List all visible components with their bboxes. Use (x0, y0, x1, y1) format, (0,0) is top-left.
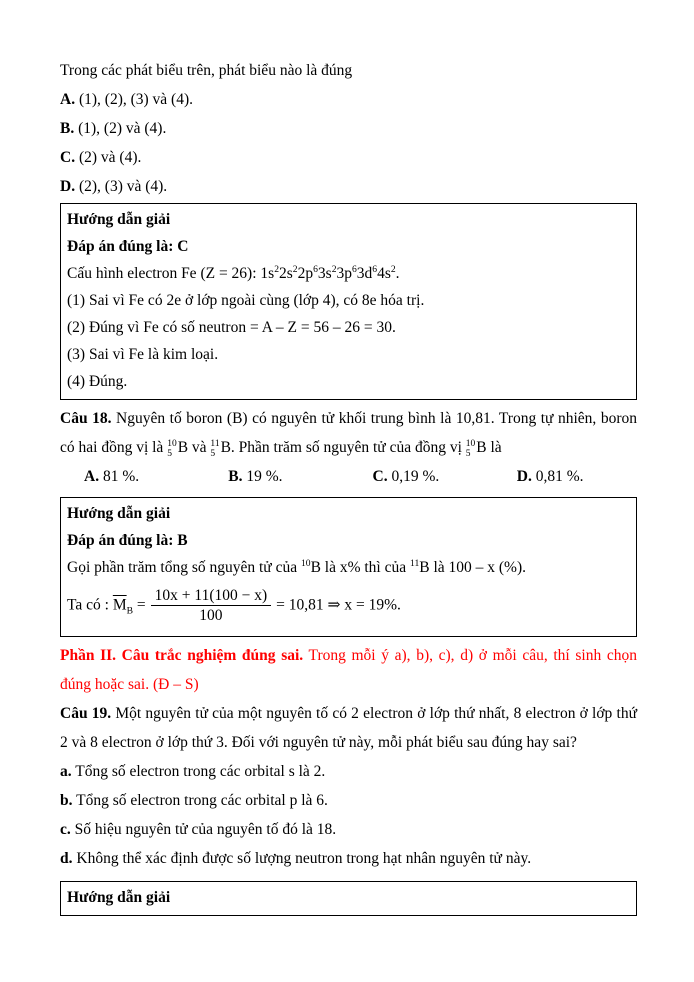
config-segment: $4s^2$ (377, 263, 396, 282)
config-segment: $1s^2$ (260, 263, 279, 282)
q18-label: Câu 18. (60, 410, 112, 427)
config-prefix: Cấu hình electron Fe (Z = 26): (67, 265, 261, 282)
mean-mass-symbol: $\overline{M}$ (112, 596, 127, 614)
q18-text: Câu 18. Nguyên tố boron (B) có nguyên tử khối trung bình là 10,81. Trong tự nhiên, boron có hai đồng vị là 10 5 B và 11 5 B. Phần trăm số nguyên tử của đồng vị 10 5 B là (60, 410, 637, 459)
q18-option-b: B. 19 %. (228, 468, 283, 485)
q17-prompt: Trong các phát biểu trên, phát biểu nào là đúng (60, 62, 353, 79)
q17-option-c-text: (2) và (4). (75, 149, 142, 166)
solution-line-2: (2) Đúng vì Fe có số neutron = A – Z = 56 – 26 = 30. (67, 319, 396, 336)
part2-instruction: Trong mỗi ý a), b), c), d) ở mỗi câu, thí sinh chọn đúng hoặc sai. (Đ – S) (60, 646, 637, 693)
q19-statement-a: a. Tổng số electron trong các orbital s là 2. (60, 762, 326, 780)
formula-line: Ta có : $\overline{M}_B$ = $\frac{10x + 11(100 - x)}{100}$ = 10,81 ⇒ x = 19%. (67, 587, 401, 625)
q19-statement-b: b. Tổng số electron trong các orbital p là 6. (60, 791, 328, 809)
isotope-10-5: 10 5 (465, 438, 476, 459)
q17-option-b-label: B. (60, 120, 75, 137)
isotope-symbol: B (476, 439, 487, 456)
q18-option-d: D. 0,81 %. (516, 468, 584, 485)
solution-line-1: (1) Sai vì Fe có 2e ở lớp ngoài cùng (lớp 4), có 8e hóa trị. (67, 292, 425, 309)
q18-option-c: C. 0,19 %. (372, 468, 440, 485)
config-segment: $2p^6$ (297, 263, 318, 282)
config-segment: $3s^2$ (317, 263, 337, 282)
solution-line-3: (3) Sai vì Fe là kim loại. (67, 346, 219, 363)
part2-heading (60, 641, 637, 699)
fraction: $\frac{10x + 11(100 - x)}{100}$ (151, 586, 271, 626)
q19-text: Câu 19. Một nguyên tử của một nguyên tố có 2 electron ở lớp thứ nhất, 8 electron ở lớp thứ 2 và 8 electron ở lớp thứ 3. Đối với nguyên tử này, mỗi phát biểu sau đúng hay sai? (60, 704, 637, 751)
solution-line-4: (4) Đúng. (67, 373, 128, 390)
q18-options-row (60, 462, 637, 491)
isotope-10-5: 10 5 (167, 438, 177, 459)
correct-answer: Đáp án đúng là: C (67, 238, 189, 255)
q17-option-b (60, 114, 637, 143)
isotope-11-5: 11 5 (210, 438, 220, 459)
electron-config-line (67, 260, 628, 287)
solution-box-q17 (60, 203, 637, 400)
q19-statement-c: c. Số hiệu nguyên tử của nguyên tố đó là 18. (60, 820, 337, 838)
solution-heading: Hướng dẫn giải (67, 505, 171, 522)
solution-line: Gọi phần trăm tổng số nguyên tử của $^{10}$B là x% thì của $^{11}$B là 100 – x (%). (67, 557, 527, 576)
q19-statement-d: d. Không thể xác định được số lượng neutron trong hạt nhân nguyên tử này. (60, 849, 532, 867)
q17-option-d (60, 172, 637, 201)
q17-option-b-text: (1), (2) và (4). (74, 120, 167, 137)
isotope-symbol: B (220, 439, 231, 456)
solution-heading: Hướng dẫn giải (67, 211, 171, 228)
solution-box-q19 (60, 881, 637, 916)
q17-option-d-label: D. (60, 178, 76, 195)
solution-box-q18 (60, 497, 637, 637)
config-segment: $3d^6$ (356, 263, 378, 282)
isotope-symbol: B (177, 439, 189, 456)
q18-option-a: A. 81 %. (84, 468, 140, 485)
config-segment: $2s^2$ (279, 263, 298, 282)
correct-answer: Đáp án đúng là: B (67, 532, 188, 549)
part2-title: Phần II. Câu trắc nghiệm đúng sai. (60, 646, 304, 664)
q17-option-a-label: A. (60, 91, 76, 108)
solution-heading: Hướng dẫn giải (67, 888, 171, 906)
q17-option-c (60, 143, 637, 172)
q17-option-c-label: C. (60, 149, 76, 166)
config-suffix: . (395, 265, 400, 282)
q19-label: Câu 19. (60, 704, 112, 722)
config-segment: $3p^6$ (336, 263, 357, 282)
q17-option-a-text: (1), (2), (3) và (4). (75, 91, 194, 108)
q17-option-d-text: (2), (3) và (4). (75, 178, 168, 195)
q17-option-a (60, 85, 637, 114)
